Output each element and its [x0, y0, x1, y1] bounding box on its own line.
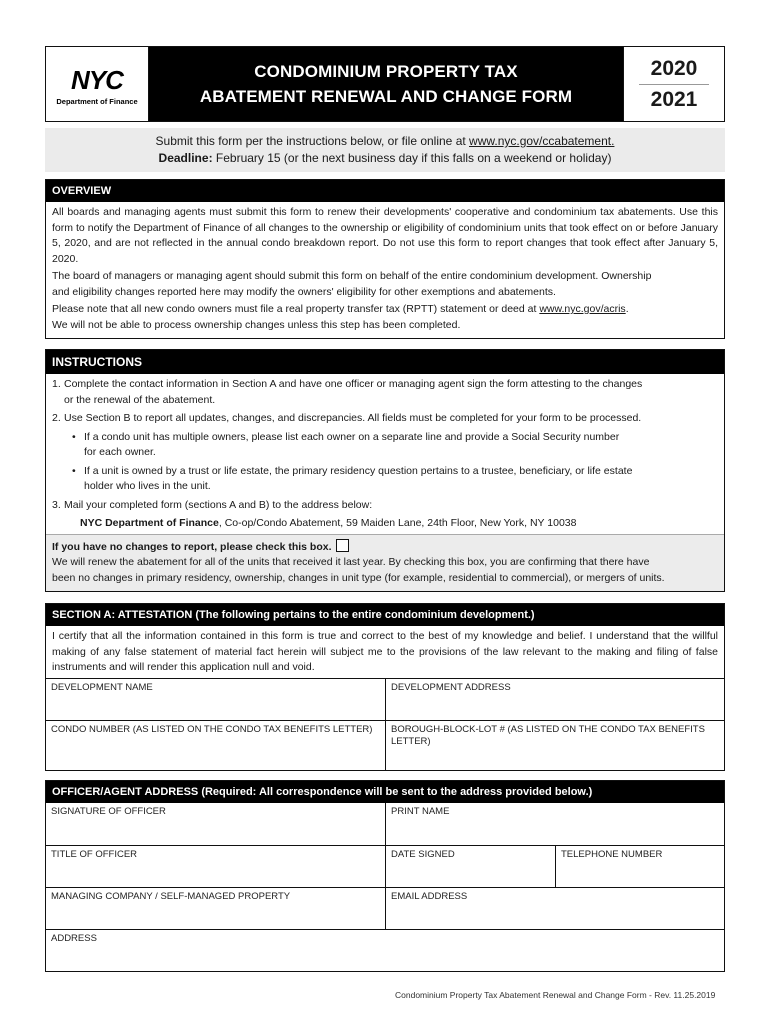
no-changes-line2: been no changes in primary residency, ownership, changes in unit type (for example, residential to commercial), or mergers of units.	[52, 571, 665, 584]
instruction-bullet-2	[72, 464, 718, 495]
bullet-2-line1: If a unit is owned by a trust or life estate, the primary residency question pertains to a trustee, beneficiary, or life estate	[84, 464, 633, 477]
bullet-1-line1: If a condo unit has multiple owners, please list each owner on a separate line and provide a Social Security number	[84, 430, 620, 443]
item-number: 1.	[52, 378, 61, 390]
managing-company-field[interactable]: MANAGING COMPANY / SELF-MANAGED PROPERTY	[51, 890, 291, 902]
overview-paragraph-3	[52, 302, 718, 333]
officer-heading: OFFICER/AGENT ADDRESS (Required: All correspondence will be sent to the address provided below.)	[46, 781, 724, 803]
bullet-1-line2: for each owner.	[84, 446, 156, 458]
development-row	[46, 678, 724, 720]
deadline-line	[159, 150, 612, 167]
section-a-heading: SECTION A: ATTESTATION (The following pertains to the entire condominium development.)	[46, 604, 724, 626]
instruction-bullet-1	[72, 430, 718, 461]
mailing-address	[52, 516, 718, 532]
telephone-field[interactable]: TELEPHONE NUMBER	[555, 846, 724, 887]
overview-p3-end: .	[625, 303, 629, 315]
instructions-section	[45, 349, 725, 592]
overview-p3-text: Please note that all new condo owners must file a real property transfer tax (RPTT) statement or deed at	[52, 303, 540, 315]
instruction-item-2	[52, 411, 718, 427]
item-number: 3.	[52, 498, 61, 511]
title-line-1: CONDOMINIUM PROPERTY TAX	[254, 62, 518, 81]
officer-agent-section	[45, 780, 725, 972]
no-changes-label-row	[52, 539, 718, 556]
bbl-field[interactable]: BOROUGH-BLOCK-LOT # (AS LISTED ON THE CONDO TAX BENEFITS LETTER)	[385, 721, 724, 770]
instruction-1-line2: or the renewal of the abatement.	[64, 393, 216, 406]
bullet-text	[84, 464, 632, 495]
nyc-dof-logo	[46, 47, 149, 121]
form-footer: Condominium Property Tax Abatement Renewal and Change Form - Rev. 11.25.2019	[395, 990, 716, 1000]
form-title	[149, 47, 623, 121]
deadline-text: February 15 (or the next business day if this falls on a weekend or holiday)	[212, 151, 612, 165]
overview-heading: OVERVIEW	[46, 180, 724, 202]
overview-body	[46, 202, 724, 338]
no-changes-label: If you have no changes to report, please check this box.	[52, 540, 332, 553]
development-name-field[interactable]: DEVELOPMENT NAME	[51, 681, 153, 693]
instruction-3-text: Mail your completed form (sections A and B) to the address below:	[64, 498, 373, 511]
bullet-icon: •	[72, 430, 76, 443]
print-name-field[interactable]: PRINT NAME	[385, 803, 724, 845]
title-line-2: ABATEMENT RENEWAL AND CHANGE FORM	[199, 87, 573, 106]
instructions-list	[46, 374, 724, 534]
overview-p2-line2: and eligibility changes reported here may modify the owners' eligibility for other exemptions and abatements.	[52, 285, 556, 298]
email-field[interactable]: EMAIL ADDRESS	[385, 888, 724, 929]
condo-number-field[interactable]: CONDO NUMBER (AS LISTED ON THE CONDO TAX BENEFITS LETTER)	[51, 723, 373, 735]
signature-field[interactable]: SIGNATURE OF OFFICER	[51, 805, 166, 817]
address-row	[46, 929, 724, 971]
mailing-recipient: NYC Department of Finance	[80, 517, 219, 529]
ccabatement-link[interactable]: www.nyc.gov/ccabatement.	[469, 134, 615, 148]
year-end: 2021	[650, 87, 698, 111]
form-header	[45, 46, 725, 122]
form-page	[45, 46, 725, 972]
tax-year	[623, 47, 724, 121]
deadline-label: Deadline:	[158, 151, 213, 165]
department-name: Department of Finance	[56, 96, 138, 106]
certification-text: I certify that all the information contained in this form is true and correct to the best of my knowledge and belief. I understand that the willful making of any false statement of material fact herein will subject me to the provisions of the law relevant to the making and filing of false instruments and will render this application null and void.	[52, 630, 718, 673]
condo-number-row	[46, 720, 724, 770]
company-row	[46, 887, 724, 929]
section-a-attestation	[45, 603, 725, 771]
acris-link[interactable]: www.nyc.gov/acris	[539, 303, 626, 315]
no-changes-checkbox[interactable]	[336, 539, 349, 552]
no-changes-box	[46, 534, 724, 592]
instruction-2-text: Use Section B to report all updates, changes, and discrepancies. All fields must be completed for your form to be processed.	[64, 412, 642, 424]
item-number: 2.	[52, 412, 61, 424]
submit-text: Submit this form per the instructions below, or file online at	[155, 134, 470, 148]
officer-title-field[interactable]: TITLE OF OFFICER	[51, 848, 138, 860]
overview-p3-line2: We will not be able to process ownership changes unless this step has been completed.	[52, 318, 461, 331]
instructions-heading: INSTRUCTIONS	[46, 350, 724, 374]
submit-line	[156, 133, 615, 150]
instruction-item-1	[52, 377, 718, 408]
overview-paragraph-2	[52, 269, 718, 300]
bullet-2-line2: holder who lives in the unit.	[84, 480, 211, 492]
year-divider	[639, 84, 709, 85]
title-row	[46, 845, 724, 887]
date-signed-field[interactable]: DATE SIGNED	[385, 846, 555, 887]
overview-p2-line1: The board of managers or managing agent should submit this form on behalf of the entire condominium development. Ownership	[52, 270, 652, 282]
submit-banner	[45, 128, 725, 172]
bullet-icon: •	[72, 464, 76, 477]
instruction-1-line1: Complete the contact information in Section A and have one officer or managing agent sign the form attesting to the changes	[64, 378, 643, 390]
year-start: 2020	[650, 56, 698, 80]
instruction-text	[64, 377, 642, 408]
bullet-text	[84, 430, 619, 461]
nyc-logo-mark: NYC	[71, 64, 123, 95]
address-field[interactable]: ADDRESS	[51, 932, 97, 944]
no-changes-line1: We will renew the abatement for all of the units that received it last year. By checking this box, you are confirming that there have	[52, 556, 650, 568]
development-address-field[interactable]: DEVELOPMENT ADDRESS	[385, 679, 724, 720]
overview-paragraph-1: All boards and managing agents must submit this form to renew their developments' cooperative and condominium tax abatements. Use this form to notify the Department of Finance of all changes to the ownership or eligibility of condominium units that took effect on or before January 5, 2020, and are not reflected in the annual condo breakdown report. Do not use this form to report changes that took effect after January 5, 2020.	[52, 206, 718, 265]
mailing-address-text: , Co-op/Condo Abatement, 59 Maiden Lane, 24th Floor, New York, NY 10038	[218, 517, 577, 529]
instruction-item-3	[52, 498, 718, 514]
signature-row	[46, 803, 724, 845]
overview-section	[45, 179, 725, 339]
